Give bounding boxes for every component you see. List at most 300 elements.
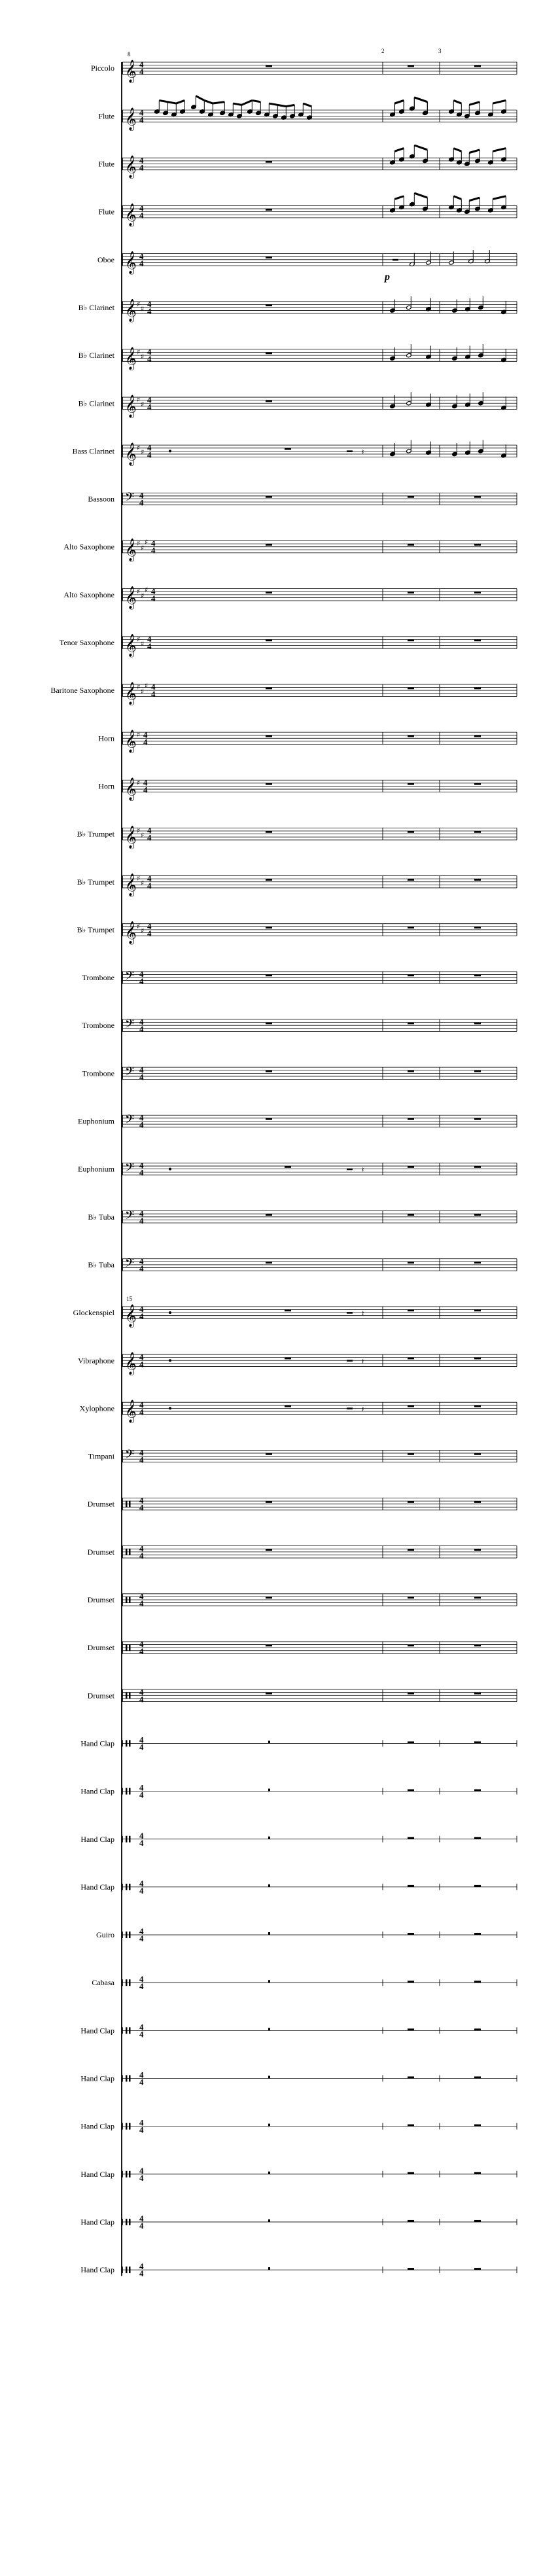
time-signature-top: 4 [143, 777, 148, 788]
whole-rest [408, 1597, 414, 1598]
whole-rest [266, 688, 272, 690]
whole-rest [408, 1166, 414, 1168]
key-signature-sharp: ♯ [141, 591, 145, 601]
whole-rest [266, 783, 272, 785]
beam [159, 100, 167, 101]
whole-rest [474, 591, 481, 593]
time-signature-bottom: 4 [139, 67, 144, 77]
time-signature-bottom: 4 [139, 1981, 144, 1992]
time-signature-bottom: 4 [139, 1837, 144, 1848]
instrument-label: Drumset [87, 1547, 114, 1557]
treble-clef-icon: 𝄞 [125, 347, 137, 370]
instrument-label: Xylophone [79, 1403, 114, 1413]
whole-rest [408, 1885, 414, 1887]
bass-clef-icon: 𝄢 [125, 1448, 135, 1465]
octave-mark: 8 [128, 51, 131, 58]
treble-clef-icon: 𝄞 [125, 203, 137, 226]
time-signature-bottom: 4 [139, 162, 144, 173]
whole-rest [474, 2077, 481, 2079]
beam [394, 100, 404, 103]
beam [414, 193, 427, 198]
beam [303, 103, 311, 107]
instrument-staff [79, 344, 517, 370]
instrument-label: Hand Clap [80, 1834, 114, 1844]
whole-rest [474, 735, 481, 737]
time-signature-bottom: 4 [139, 2029, 144, 2039]
treble-clef-icon: 𝄞 [125, 155, 137, 179]
treble-clef-icon: 𝄞 [125, 873, 137, 896]
time-signature-top: 4 [139, 2070, 144, 2080]
instrument-label: Flute [98, 207, 114, 217]
whole-rest [408, 688, 414, 690]
instrument-staff [78, 1161, 517, 1178]
beam [469, 102, 480, 105]
half-rest [347, 1360, 353, 1362]
beam [414, 97, 427, 102]
whole-rest [408, 1790, 414, 1791]
instrument-label: Drumset [87, 1691, 114, 1701]
key-signature-sharp: ♯ [141, 448, 145, 457]
whole-rest [474, 1070, 481, 1072]
instrument-staff [80, 2070, 517, 2087]
whole-rest [474, 2220, 481, 2222]
time-signature-bottom: 4 [139, 115, 144, 125]
instrument-staff [80, 1783, 517, 1800]
instrument-staff [91, 51, 517, 83]
instrument-label: Oboe [97, 255, 114, 264]
instrument-label: Drumset [87, 1595, 114, 1604]
whole-rest [408, 2125, 414, 2126]
instrument-label: Horn [98, 733, 114, 743]
beam [493, 196, 506, 200]
whole-rest [268, 1980, 270, 1983]
instrument-label: B♭ Tuba [88, 1260, 114, 1269]
instrument-staff [82, 1065, 517, 1082]
whole-rest [266, 1645, 272, 1647]
whole-rest [268, 1740, 270, 1743]
instrument-staff [88, 1448, 517, 1465]
instrument-staff [63, 538, 517, 562]
time-signature-bottom: 4 [139, 2125, 144, 2135]
beam [241, 100, 252, 105]
time-signature-bottom: 4 [139, 497, 144, 508]
time-signature-bottom: 4 [139, 1407, 144, 1417]
instrument-label: Hand Clap [80, 1786, 114, 1796]
whole-rest [268, 2267, 270, 2270]
instrument-label: Flute [98, 159, 114, 169]
time-signature-top: 4 [139, 2213, 144, 2223]
instrument-staff [73, 1296, 517, 1328]
instrument-staff [98, 145, 517, 179]
beam [453, 100, 461, 103]
time-signature-top: 4 [139, 1830, 144, 1841]
time-signature-top: 4 [139, 155, 144, 166]
instrument-label: Flute [98, 111, 114, 121]
time-signature-bottom: 4 [139, 1311, 144, 1322]
instrument-label: Trombone [82, 1068, 114, 1078]
whole-rest [408, 1358, 414, 1360]
instrument-label: Hand Clap [80, 2121, 114, 2131]
whole-rest [266, 1023, 272, 1025]
whole-rest [408, 879, 414, 881]
instrument-staff [98, 777, 517, 801]
instrument-label: B♭ Clarinet [78, 351, 114, 361]
beam [204, 100, 213, 103]
key-signature-sharp: ♯ [145, 681, 148, 690]
instrument-label: Hand Clap [80, 1738, 114, 1748]
whole-rest [408, 1262, 414, 1263]
time-signature-bottom: 4 [139, 1646, 144, 1657]
whole-rest [408, 1933, 414, 1935]
time-signature-top: 4 [143, 730, 148, 740]
instrument-staff [96, 1926, 517, 1943]
octave-mark: 15 [126, 1295, 132, 1302]
bass-clef-icon: 𝄢 [125, 1017, 135, 1034]
whole-rest [474, 1501, 481, 1503]
beam [394, 196, 404, 200]
whole-rest [266, 735, 272, 737]
instrument-label: Bassoon [88, 494, 114, 504]
whole-rest [408, 2028, 414, 2030]
instrument-label: Glockenspiel [73, 1308, 114, 1318]
time-signature-top: 4 [139, 2117, 144, 2128]
whole-rest [408, 2268, 414, 2270]
whole-rest [474, 1214, 481, 1216]
whole-rest [266, 304, 272, 306]
beam [277, 105, 286, 106]
instrument-label: Trombone [82, 1021, 114, 1031]
instrument-staff [80, 1879, 517, 1896]
time-signature-bottom: 4 [139, 1072, 144, 1082]
whole-rest [474, 2268, 481, 2270]
half-rest [347, 1312, 353, 1314]
whole-rest [474, 1741, 481, 1743]
time-signature-top: 4 [139, 2165, 144, 2176]
time-signature-top: 4 [139, 1352, 144, 1362]
instrument-staff [80, 1735, 517, 1752]
instrument-staff [80, 2118, 517, 2135]
instrument-staff [88, 1256, 517, 1273]
instrument-staff [80, 1831, 517, 1848]
instrument-staff [82, 969, 517, 986]
beam [176, 100, 184, 103]
instrument-staff [88, 1496, 517, 1513]
time-signature-top: 4 [139, 2261, 144, 2272]
instrument-staff [97, 250, 517, 275]
treble-clef-icon: 𝄞 [125, 730, 137, 753]
time-signature-top: 4 [139, 1591, 144, 1601]
beam [286, 105, 294, 106]
quarter-rest: 𝄽 [362, 1165, 364, 1174]
time-signature-bottom: 4 [139, 1933, 144, 1944]
bass-clef-icon: 𝄢 [125, 1161, 135, 1178]
instrument-staff [80, 2261, 517, 2278]
key-signature-sharp: ♯ [137, 539, 141, 548]
key-signature-sharp: ♯ [145, 537, 148, 546]
whole-rest [474, 1405, 481, 1407]
time-signature-top: 4 [139, 1447, 144, 1458]
whole-rest [268, 2124, 270, 2126]
whole-rest [266, 879, 272, 881]
key-signature-sharp: ♯ [137, 395, 141, 404]
time-signature-bottom: 4 [151, 689, 156, 699]
instrument-staff [88, 1639, 517, 1656]
key-signature-sharp: ♯ [137, 778, 141, 787]
beam [493, 149, 506, 152]
whole-rest [408, 1741, 414, 1743]
time-signature-top: 4 [147, 873, 152, 883]
whole-rest [408, 1310, 414, 1312]
whole-rest [266, 209, 272, 211]
instrument-label: Vibraphone [78, 1356, 114, 1366]
key-signature-sharp: ♯ [141, 304, 145, 313]
rest-dot [169, 1168, 171, 1171]
treble-clef-icon: 𝄞 [125, 1304, 137, 1328]
treble-clef-icon: 𝄞 [125, 299, 137, 323]
whole-rest [266, 591, 272, 593]
whole-rest [408, 1837, 414, 1839]
whole-rest [474, 2125, 481, 2126]
treble-clef-icon: 𝄞 [125, 634, 137, 658]
whole-rest [408, 1453, 414, 1455]
whole-rest [266, 926, 272, 928]
treble-clef-icon: 𝄞 [125, 586, 137, 610]
whole-rest [266, 1118, 272, 1120]
time-signature-top: 4 [151, 586, 156, 596]
beam [233, 103, 241, 105]
quarter-rest: 𝄽 [362, 1357, 364, 1366]
time-signature-bottom: 4 [151, 545, 156, 556]
time-signature-top: 4 [139, 1878, 144, 1888]
time-signature-bottom: 4 [139, 2172, 144, 2183]
time-signature-top: 4 [139, 1017, 144, 1027]
instrument-label: Guiro [96, 1930, 114, 1940]
instrument-label: B♭ Trumpet [77, 829, 114, 839]
treble-clef-icon: 𝄞 [125, 251, 137, 274]
beam [453, 149, 461, 152]
instrument-label: B♭ Tuba [88, 1212, 114, 1222]
whole-rest [474, 1166, 481, 1168]
beam [252, 100, 260, 101]
instrument-label: Euphonium [78, 1164, 114, 1174]
instrument-staff [63, 586, 517, 610]
instrument-label: Baritone Saxophone [50, 686, 114, 696]
instrument-staff [98, 730, 517, 753]
time-signature-bottom: 4 [139, 1550, 144, 1561]
instrument-staff [80, 2214, 517, 2231]
whole-rest [474, 1981, 481, 1983]
whole-rest [268, 2028, 270, 2030]
time-signature-top: 4 [139, 60, 144, 70]
whole-rest [268, 1837, 270, 1839]
whole-rest [474, 544, 481, 546]
instrument-staff [78, 1113, 517, 1130]
instrument-staff [80, 1400, 517, 1423]
key-signature-sharp: ♯ [137, 635, 141, 644]
time-signature-bottom: 4 [139, 1694, 144, 1704]
instrument-label: Timpani [88, 1451, 114, 1461]
whole-rest [266, 161, 272, 163]
rest-dot [169, 1407, 171, 1409]
instrument-label: Alto Saxophone [63, 590, 114, 599]
time-signature-top: 4 [139, 1112, 144, 1123]
instrument-label: Trombone [82, 973, 114, 983]
whole-rest [474, 1597, 481, 1598]
time-signature-bottom: 4 [143, 737, 148, 747]
instrument-label: Alto Saxophone [63, 542, 114, 552]
time-signature-top: 4 [147, 634, 152, 644]
half-rest [393, 259, 398, 261]
whole-rest [266, 1262, 272, 1263]
time-signature-top: 4 [139, 490, 144, 501]
quarter-rest: 𝄽 [362, 1309, 364, 1318]
beam [269, 103, 277, 105]
treble-clef-icon: 𝄞 [125, 1352, 137, 1375]
quarter-rest: 𝄽 [362, 448, 364, 457]
time-signature-bottom: 4 [139, 2077, 144, 2087]
instrument-staff [82, 1017, 517, 1034]
time-signature-top: 4 [139, 1256, 144, 1266]
whole-rest [266, 544, 272, 546]
bass-clef-icon: 𝄢 [125, 491, 135, 508]
key-signature-sharp: ♯ [137, 826, 141, 835]
time-signature-top: 4 [139, 1782, 144, 1793]
time-signature-bottom: 4 [139, 1215, 144, 1226]
bass-clef-icon: 𝄢 [125, 1256, 135, 1273]
key-signature-sharp: ♯ [141, 544, 145, 552]
time-signature-top: 4 [139, 1065, 144, 1075]
rest-dot [169, 450, 171, 452]
time-signature-top: 4 [147, 347, 152, 357]
measure-number: 3 [438, 48, 442, 54]
whole-rest [474, 1790, 481, 1791]
time-signature-top: 4 [139, 1974, 144, 1985]
instrument-staff [77, 921, 517, 945]
whole-rest [474, 2172, 481, 2174]
time-signature-bottom: 4 [147, 880, 152, 891]
whole-rest [266, 1693, 272, 1695]
instrument-staff [88, 1591, 517, 1608]
rest-dot [169, 1311, 171, 1314]
whole-rest [474, 1693, 481, 1695]
time-signature-top: 4 [139, 251, 144, 261]
time-signature-bottom: 4 [147, 402, 152, 412]
key-signature-sharp: ♯ [141, 400, 145, 409]
time-signature-bottom: 4 [139, 976, 144, 987]
whole-rest [266, 1549, 272, 1551]
whole-rest [408, 1501, 414, 1503]
time-signature-top: 4 [147, 442, 152, 453]
key-signature-sharp: ♯ [137, 587, 141, 596]
instrument-staff [50, 681, 517, 705]
whole-rest [268, 1789, 270, 1791]
instrument-staff [88, 1687, 517, 1704]
beam [394, 149, 404, 152]
instrument-label: B♭ Trumpet [77, 925, 114, 934]
whole-rest [266, 831, 272, 833]
whole-rest [268, 2076, 270, 2079]
instrument-label: Drumset [87, 1643, 114, 1653]
time-signature-bottom: 4 [147, 928, 152, 938]
time-signature-bottom: 4 [139, 1742, 144, 1752]
instrument-staff [79, 392, 517, 418]
instrument-label: B♭ Clarinet [78, 398, 114, 408]
instrument-staff [73, 440, 517, 466]
whole-rest [285, 1358, 291, 1360]
time-signature-top: 4 [139, 1926, 144, 1937]
beam [493, 100, 506, 103]
key-signature-sharp: ♯ [141, 926, 145, 936]
time-signature-bottom: 4 [139, 1024, 144, 1034]
instrument-label: Hand Clap [80, 1882, 114, 1892]
key-signature-sharp: ♯ [145, 585, 148, 594]
instrument-staff [88, 1209, 517, 1226]
whole-rest [408, 783, 414, 785]
treble-clef-icon: 𝄞 [125, 60, 137, 83]
whole-rest [474, 1837, 481, 1839]
instrument-staff [98, 96, 517, 132]
beam [453, 196, 461, 200]
key-signature-sharp: ♯ [137, 874, 141, 883]
instrument-staff [78, 1352, 517, 1375]
time-signature-bottom: 4 [139, 1502, 144, 1513]
key-signature-sharp: ♯ [137, 443, 141, 452]
whole-rest [474, 65, 481, 67]
whole-rest [408, 1693, 414, 1695]
whole-rest [474, 926, 481, 928]
instrument-staff [88, 491, 517, 508]
key-signature-sharp: ♯ [137, 347, 141, 357]
whole-rest [268, 1932, 270, 1935]
whole-rest [474, 1262, 481, 1263]
whole-rest [268, 1884, 270, 1887]
instrument-staff [60, 634, 517, 658]
whole-rest [266, 639, 272, 641]
whole-rest [474, 1453, 481, 1455]
beam [196, 96, 204, 101]
time-signature-top: 4 [147, 825, 152, 836]
whole-rest [408, 735, 414, 737]
whole-rest [266, 1453, 272, 1455]
treble-clef-icon: 𝄞 [125, 442, 137, 466]
whole-rest [408, 65, 414, 67]
whole-rest [408, 1214, 414, 1216]
whole-rest [268, 2219, 270, 2222]
whole-rest [268, 2172, 270, 2174]
whole-rest [266, 1597, 272, 1598]
time-signature-top: 4 [139, 1160, 144, 1171]
bass-clef-icon: 𝄢 [125, 969, 135, 986]
whole-rest [474, 974, 481, 976]
instrument-label: Hand Clap [80, 2265, 114, 2275]
whole-rest [408, 831, 414, 833]
half-rest [347, 450, 353, 452]
time-signature-top: 4 [139, 1735, 144, 1745]
whole-rest [408, 2172, 414, 2174]
whole-rest [474, 2028, 481, 2030]
whole-rest [474, 831, 481, 833]
time-signature-top: 4 [139, 1639, 144, 1650]
treble-clef-icon: 𝄞 [125, 921, 137, 945]
time-signature-bottom: 4 [139, 1167, 144, 1178]
instrument-staff [80, 2022, 517, 2039]
time-signature-top: 4 [139, 1687, 144, 1697]
whole-rest [285, 1166, 291, 1168]
whole-rest [266, 496, 272, 498]
measure-number: 2 [381, 48, 385, 54]
whole-rest [408, 1118, 414, 1120]
bass-clef-icon: 𝄢 [125, 1209, 135, 1226]
